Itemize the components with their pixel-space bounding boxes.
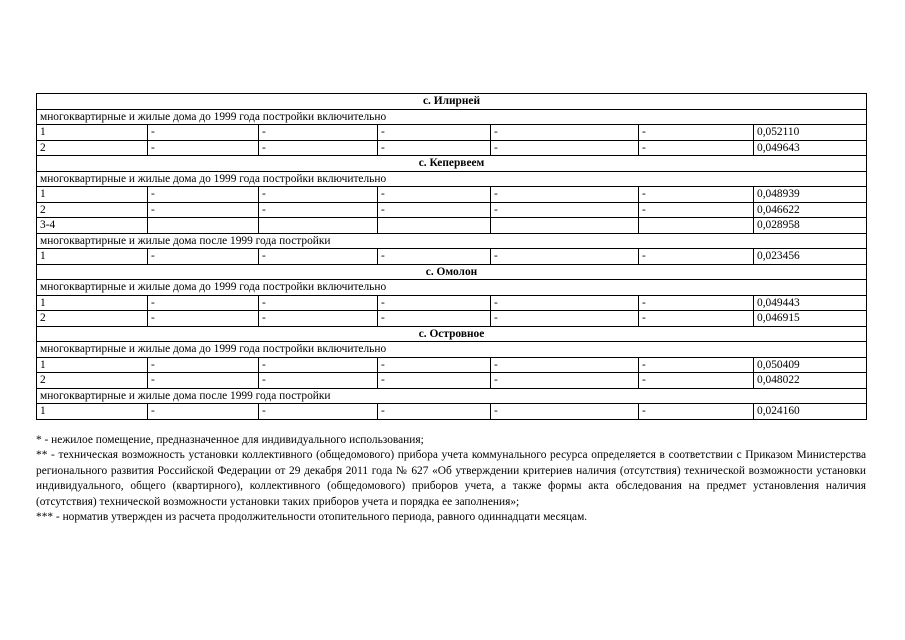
normatives-table [36, 93, 867, 420]
floors-cell: 2 [37, 373, 148, 389]
floors-cell: 1 [37, 404, 148, 420]
data-cell: - [259, 140, 378, 156]
building-category: многоквартирные и жилые дома после 1999 года постройки [37, 233, 867, 249]
floors-cell: 2 [37, 140, 148, 156]
normative-value-cell: 0,028958 [754, 218, 867, 234]
footnote-3: *** - норматив утвержден из расчета продолжительности отопительного периода, равного одиннадцати месяцам. [36, 511, 588, 524]
table-body [37, 94, 867, 420]
normative-value-cell: 0,023456 [754, 249, 867, 265]
data-cell: - [491, 249, 639, 265]
category-row [37, 109, 867, 125]
data-cell: - [259, 249, 378, 265]
table-row [37, 249, 867, 265]
data-cell: - [378, 187, 491, 203]
building-category: многоквартирные и жилые дома до 1999 года постройки включительно [37, 280, 867, 296]
category-row [37, 233, 867, 249]
normative-value-cell: 0,046622 [754, 202, 867, 218]
data-cell: - [639, 373, 754, 389]
data-cell: - [378, 295, 491, 311]
data-cell: - [639, 404, 754, 420]
settlement-name: с. Кепервеем [37, 156, 867, 172]
data-cell: - [148, 249, 259, 265]
floors-cell: 1 [37, 187, 148, 203]
data-cell: - [639, 187, 754, 203]
normative-value-cell: 0,024160 [754, 404, 867, 420]
data-cell: - [491, 125, 639, 141]
data-cell [378, 218, 491, 234]
data-cell: - [639, 125, 754, 141]
data-cell: - [148, 140, 259, 156]
data-cell [148, 218, 259, 234]
data-cell: - [491, 140, 639, 156]
data-cell: - [259, 295, 378, 311]
data-cell: - [639, 295, 754, 311]
footnote-1: * - нежилое помещение, предназначенное для индивидуального использования; [36, 434, 424, 446]
data-cell: - [259, 202, 378, 218]
building-category: многоквартирные и жилые дома после 1999 года постройки [37, 388, 867, 404]
settlement-header-row [37, 264, 867, 280]
data-cell [491, 218, 639, 234]
table-row [37, 404, 867, 420]
floors-cell: 1 [37, 295, 148, 311]
table-row [37, 187, 867, 203]
building-category: многоквартирные и жилые дома до 1999 года постройки включительно [37, 171, 867, 187]
data-cell: - [148, 202, 259, 218]
table-row [37, 295, 867, 311]
data-cell: - [259, 373, 378, 389]
settlement-header-row [37, 156, 867, 172]
floors-cell: 1 [37, 357, 148, 373]
data-cell: - [639, 249, 754, 265]
normative-value-cell: 0,046915 [754, 311, 867, 327]
table-row [37, 357, 867, 373]
data-cell: - [148, 311, 259, 327]
data-cell: - [378, 202, 491, 218]
normative-value-cell: 0,048939 [754, 187, 867, 203]
data-cell: - [378, 249, 491, 265]
data-cell: - [639, 311, 754, 327]
building-category: многоквартирные и жилые дома до 1999 года постройки включительно [37, 342, 867, 358]
normative-value-cell: 0,049443 [754, 295, 867, 311]
data-cell: - [378, 311, 491, 327]
data-cell: - [148, 125, 259, 141]
floors-cell: 2 [37, 202, 148, 218]
settlement-name: с. Омолон [37, 264, 867, 280]
data-cell: - [259, 357, 378, 373]
data-cell: - [148, 187, 259, 203]
data-cell: - [148, 295, 259, 311]
data-cell: - [259, 404, 378, 420]
data-cell: - [639, 202, 754, 218]
table-row [37, 373, 867, 389]
settlement-header-row [37, 326, 867, 342]
data-cell [639, 218, 754, 234]
data-cell: - [378, 373, 491, 389]
data-cell: - [148, 357, 259, 373]
data-cell: - [378, 125, 491, 141]
table-row [37, 311, 867, 327]
table-row [37, 218, 867, 234]
data-cell: - [491, 202, 639, 218]
building-category: многоквартирные и жилые дома до 1999 года постройки включительно [37, 109, 867, 125]
data-cell: - [259, 187, 378, 203]
data-cell: - [491, 404, 639, 420]
category-row [37, 342, 867, 358]
data-cell [259, 218, 378, 234]
data-cell: - [259, 311, 378, 327]
data-cell: - [491, 295, 639, 311]
footnotes [36, 433, 866, 525]
category-row [37, 171, 867, 187]
normative-value-cell: 0,049643 [754, 140, 867, 156]
data-cell: - [491, 373, 639, 389]
normative-value-cell: 0,048022 [754, 373, 867, 389]
floors-cell: 2 [37, 311, 148, 327]
footnote-2: ** - техническая возможность установки коллективного (общедомового) прибора учета коммунального ресурса определяется в соответствии с Приказом Министерства регионального развития Российской Федерации от 29 декабря 2011 года № 627 «Об утверждении критериев наличия (отсутствия) технической возможности установки индивидуального, общего (квартирного), коллективного (общедомового) приборов учета, а также формы акта обследования на предмет установления наличия (отсутствия) технической возможности установки таких приборов учета и порядка ее заполнения»; [36, 449, 866, 508]
normative-value-cell: 0,050409 [754, 357, 867, 373]
data-cell: - [491, 187, 639, 203]
data-cell: - [378, 140, 491, 156]
category-row [37, 388, 867, 404]
floors-cell: 1 [37, 249, 148, 265]
category-row [37, 280, 867, 296]
data-cell: - [639, 140, 754, 156]
settlement-name: с. Илирней [37, 94, 867, 110]
data-cell: - [491, 311, 639, 327]
floors-cell: 3-4 [37, 218, 148, 234]
data-cell: - [378, 404, 491, 420]
normative-value-cell: 0,052110 [754, 125, 867, 141]
settlement-name: с. Островное [37, 326, 867, 342]
data-cell: - [148, 373, 259, 389]
data-cell: - [259, 125, 378, 141]
table-row [37, 125, 867, 141]
data-cell: - [148, 404, 259, 420]
data-cell: - [639, 357, 754, 373]
settlement-header-row [37, 94, 867, 110]
table-row [37, 202, 867, 218]
data-cell: - [378, 357, 491, 373]
data-cell: - [491, 357, 639, 373]
table-row [37, 140, 867, 156]
floors-cell: 1 [37, 125, 148, 141]
